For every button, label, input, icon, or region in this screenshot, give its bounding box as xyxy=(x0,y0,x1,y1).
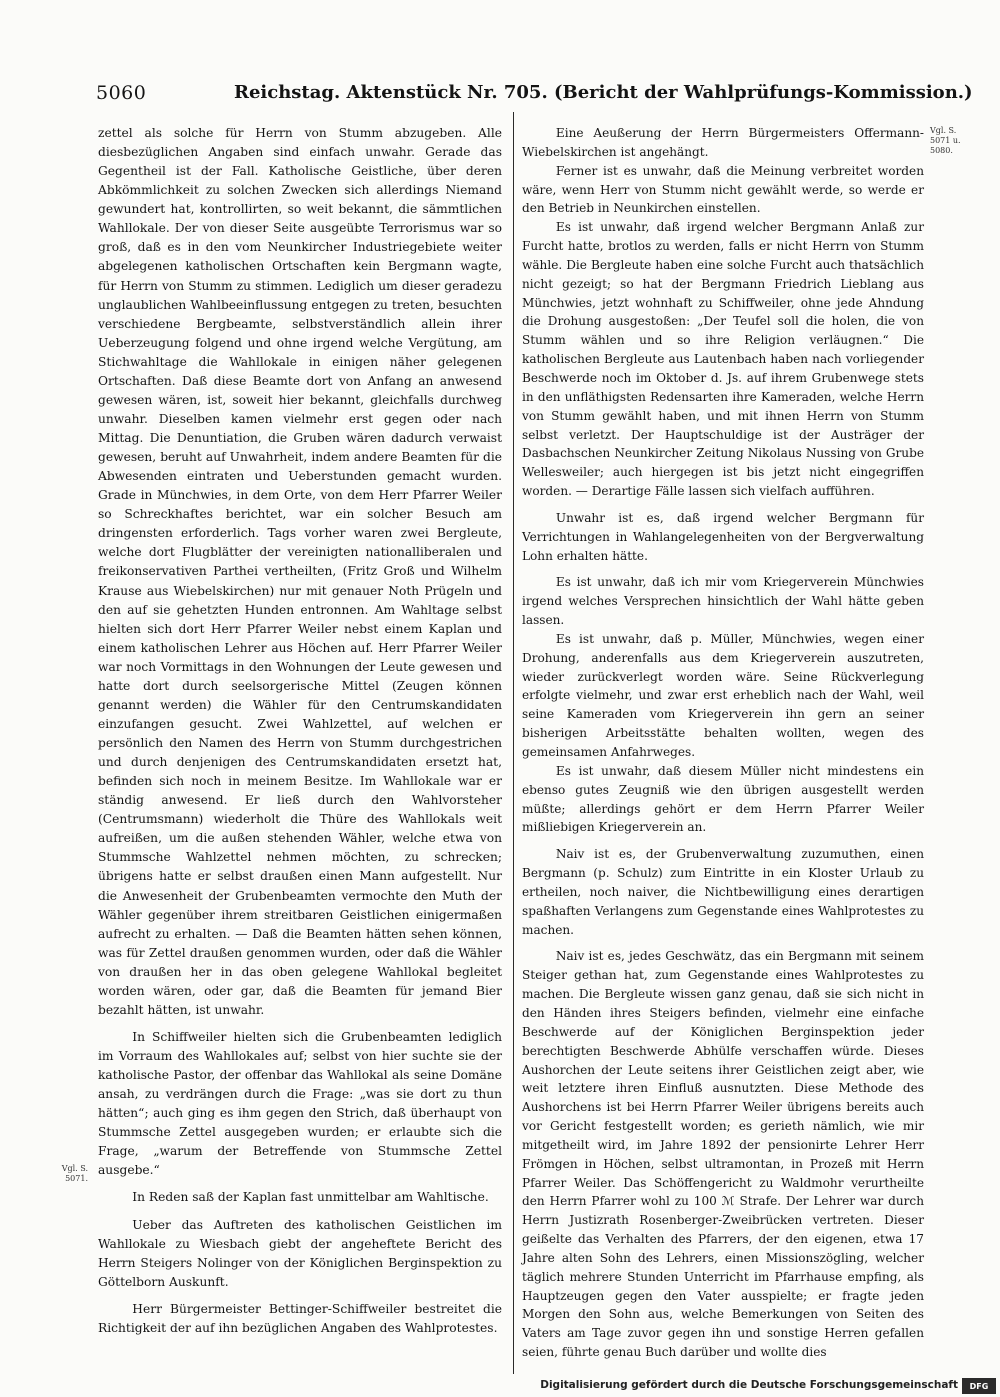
paragraph: Naiv ist es, jedes Geschwätz, das ein Bergmann mit seinem Steiger gethan hat, zum Gegenstande eines Wahlprotestes zu machen. Die Bergleute wissen ganz genau, daß sie sich nicht in den Händen ihres Steigers befinden, vielmehr eine einfache Beschwerde auf der Königlichen Berginspektion jeder berechtigten Beschwerde Abhülfe verschaffen würde. Dieses Aushorchen der Leute seitens ihrer Geistlichen zeigt aber, wie weit letztere ihren Einfluß ausnutzten. Diese Methode des Aushorchens ist bei Herrn Pfarrer Weiler übrigens bereits auch vor Gericht festgestellt worden; es gerieth nämlich, wie mir mitgetheilt wird, im Jahre 1892 der pensionirte Lehrer Herr Frömgen in Höchen, selbst ultramontan, in Prozeß mit Herrn Pfarrer Weiler. Das Schöffengericht zu Waldmohr verurtheilte den Herrn Pfarrer wohl zu 100 ℳ Strafe. Der Lehrer war durch Herrn Justizrath Rosenberger-Zweibrücken vertreten. Dieser geißelte das Verhalten des Pfarrers, der den eigenen, etwa 17 Jahre alten Sohn des Lehrers, einen Missionszögling, welcher täglich mehrere Stunden Unterricht im Pfarrhause empfing, als Hauptzeugen gegen den Vater ausspielte; er fragte jeden Morgen den Sohn aus, welche Bemerkungen von Seiten des Vaters am Tage zuvor gegen ihn und sonstige Herren gefallen seien, führte genau Buch darüber und wollte dies xyxy=(522,949,924,1360)
page-header xyxy=(96,82,973,110)
paragraph: In Schiffweiler hielten sich die Grubenbeamten lediglich im Vorraum des Wahllokales auf; selbst von hier suchte sie der katholische Pastor, der offenbar das Wahllokal als seine Domäne ansah, zu verdrängen durch die Frage: „was sie dort zu thun hätten“; auch ging es ihm gegen den Strich, daß überhaupt von Stummsche Zettel ausgegeben wurden; er erlaubte sich die Frage, „warum der Betreffende von Stummsche Zettel ausgebe.“ xyxy=(98,1029,502,1178)
left-column xyxy=(98,124,502,1338)
paragraph: Ueber das Auftreten des katholischen Geistlichen im Wahllokale zu Wiesbach giebt der angeheftete Bericht des Herrn Steigers Nolinger von der Königlichen Berginspektion zu Göttelborn Auskunft. xyxy=(98,1217,502,1289)
paragraph: In Reden saß der Kaplan fast unmittelbar am Wahltische. xyxy=(132,1190,489,1205)
digitization-footer xyxy=(540,1376,1000,1396)
paragraph: zettel als solche für Herrn von Stumm abzugeben. Alle diesbezüglichen Angaben sind einfach unwahr. Gerade das Gegentheil ist der Fall. Katholische Geistliche, über deren Abkömmlichkeit zu solchen Zwecken sich allerdings Niemand gewundert hat, kontrollirten, so weit bekannt, die sämmtlichen Wahllokale. Der von dieser Seite ausgeübte Terrorismus war so groß, daß es in den vom Neunkircher Industriegebiete weiter abgelegenen katholischen Ortschaften kein Bergmann wagte, für Herrn von Stumm zu stimmen. Lediglich um dieser geradezu unglaublichen Wahlbeeinflussung entgegen zu treten, besuchten verschiedene Bergbeamte, selbstverständlich allein ihrer Ueberzeugung folgend und ohne irgend welche Vergütung, am Stichwahltage die Wahllokale in einigen näher gelegenen Ortschaften. Daß diese Beamte dort von Anfang an anwesend gewesen wären, ist, soweit hier bekannt, gleichfalls durchweg unwahr. Dieselben kamen vielmehr erst gegen oder nach Mittag. Die Denuntiation, die Gruben wären dadurch verwaist gewesen, beruht auf Unwahrheit, indem andere Beamten für die Abwesenden eintraten und Ueberstunden gemacht wurden. Grade in Münchwies, in dem Orte, von dem Herr Pfarrer Weiler so Schreckhaftes berichtet, war ein solcher Besuch am dringensten erforderlich. Tags vorher waren zwei Bergleute, welche dort Flugblätter der vereinigten nationalliberalen und freikonservativen Parthei vertheilten, (Fritz Groß und Wilhelm Krause aus Wiebelskirchen) nur mit genauer Noth Prügeln und den auf sie gehetzten Hunden entronnen. Am Wahltage selbst hielten sich dort Herr Pfarrer Weiler nebst einem Kaplan und einem katholischen Lehrer aus Höchen auf. Herr Pfarrer Weiler war noch Vormittags in den Wohnungen der Leute gewesen und hatte dort durch seelsorgerische Mittel (Zeugen können genannt werden) die Wähler für den Centrumskandidaten einzufangen gesucht. Zwei Wahlzettel, auf welchen er persönlich den Namen des Herrn von Stumm durchgestrichen und durch denjenigen des Centrumskandidaten ersetzt hat, befinden sich noch in meinem Besitze. Im Wahllokale war er ständig anwesend. Er ließ durch den Wahlvorsteher (Centrumsmann) wiederholt die Thüre des Wahllokals weit aufreißen, um die außen stehenden Wähler, welche etwa von Stummsche Wahlzettel nehmen möchten, zu schrecken; übrigens hatte er selbst draußen einen Mann aufgestellt. Nur die Anwesenheit der Grubenbeamten vermochte den Muth der Wähler gegenüber ihrem streitbaren Geistlichen einigermaßen aufrecht zu erhalten. — Daß die Beamten hätten sehen können, was für Zettel draußen genommen wurden, oder daß die Wähler von draußen her in das oben gelegene Wahllokal begleitet worden wären, oder gar, daß die Beamten für jemand Bier bezahlt hätten, ist unwahr. xyxy=(98,126,502,1017)
footer-credit: Digitalisierung gefördert durch die Deutsche Forschungsgemeinschaft xyxy=(540,1379,958,1391)
page-number: 5060 xyxy=(96,82,147,104)
paragraph: Es ist unwahr, daß irgend welcher Bergmann Anlaß zur Furcht hatte, brotlos zu werden, falls er nicht Herrn von Stumm wähle. Die Bergleute haben eine solche Furcht auch thatsächlich nicht gezeigt; so hat der Bergmann Friedrich Lieblang aus Münchwies, jetzt wohnhaft zu Schiffweiler, ohne jede Ahndung die Drohung ausgestoßen: „Der Teufel soll die holen, die von Stumm wählen und so ihre Religion verläugnen.“ Die katholischen Bergleute aus Lautenbach haben nach vorliegender Beschwerde noch im Oktober d. Js. auf ihrem Grubenwege stets in den unfläthigsten Redensarten ihre Kameraden, welche Herrn von Stumm gewählt haben, und mit ihnen Herrn von Stumm selbst verletzt. Der Hauptschuldige ist der Austräger der Dasbachschen Neunkircher Zeitung Nikolaus Nussing von Grube Wellesweiler; auch hiergegen ist bis jetzt nicht eingegriffen worden. — Derartige Fälle lassen sich vielfach aufführen. xyxy=(522,220,924,499)
right-column xyxy=(522,124,924,1362)
paragraph: Ferner ist es unwahr, daß die Meinung verbreitet worden wäre, wenn Herr von Stumm nicht gewählt werde, so werde er den Betrieb in Neunkirchen einstellen. xyxy=(522,163,924,216)
margin-note-right: Vgl. S. 5071 u. 5080. xyxy=(930,126,961,155)
margin-note-left: Vgl. S. 5071. xyxy=(61,1164,88,1183)
paragraph: Es ist unwahr, daß p. Müller, Münchwies, wegen einer Drohung, anderenfalls aus dem Kriegerverein auszutreten, wieder zurückverlegt worden wäre. Seine Rückverlegung erfolgte vielmehr, und zwar erst erheblich nach der Wahl, weil seine Kameraden vom Kriegerverein ihn gern an seiner bisherigen Arbeitsstätte behalten wollten, wegen des gemeinsamen Anfahrweges. xyxy=(522,631,924,759)
paragraph: Unwahr ist es, daß irgend welcher Bergmann für Verrichtungen in Wahlangelegenheiten von der Bergverwaltung Lohn erhalten hätte. xyxy=(522,510,924,563)
paragraph: Es ist unwahr, daß ich mir vom Kriegerverein Münchwies irgend welches Versprechen hinsichtlich der Wahl hätte geben lassen. xyxy=(522,575,924,628)
column-divider xyxy=(513,112,514,1374)
paragraph: Naiv ist es, der Grubenverwaltung zuzumuthen, einen Bergmann (p. Schulz) zum Eintritte in ein Kloster Urlaub zu ertheilen, noch naiver, die Nichtbewilligung eines derartigen spaßhaften Verlangens zum Gegenstande eines Wahlprotestes zu machen. xyxy=(522,847,924,937)
paragraph: Es ist unwahr, daß diesem Müller nicht mindestens ein ebenso gutes Zeugniß wie den übrigen ausgestellt werden müßte; allerdings gehört er dem Herrn Pfarrer Weiler mißliebigen Kriegerverein an. xyxy=(522,763,924,835)
dfg-logo-icon: DFG xyxy=(962,1378,996,1394)
running-title: Reichstag. Aktenstück Nr. 705. (Bericht der Wahlprüfungs-Kommission.) xyxy=(234,82,973,103)
paragraph: Eine Aeußerung der Herrn Bürgermeisters Offermann-Wiebelskirchen ist angehängt. xyxy=(522,126,924,159)
paragraph: Herr Bürgermeister Bettinger-Schiffweiler bestreitet die Richtigkeit der auf ihn bezüglichen Angaben des Wahlprotestes. xyxy=(98,1301,502,1335)
